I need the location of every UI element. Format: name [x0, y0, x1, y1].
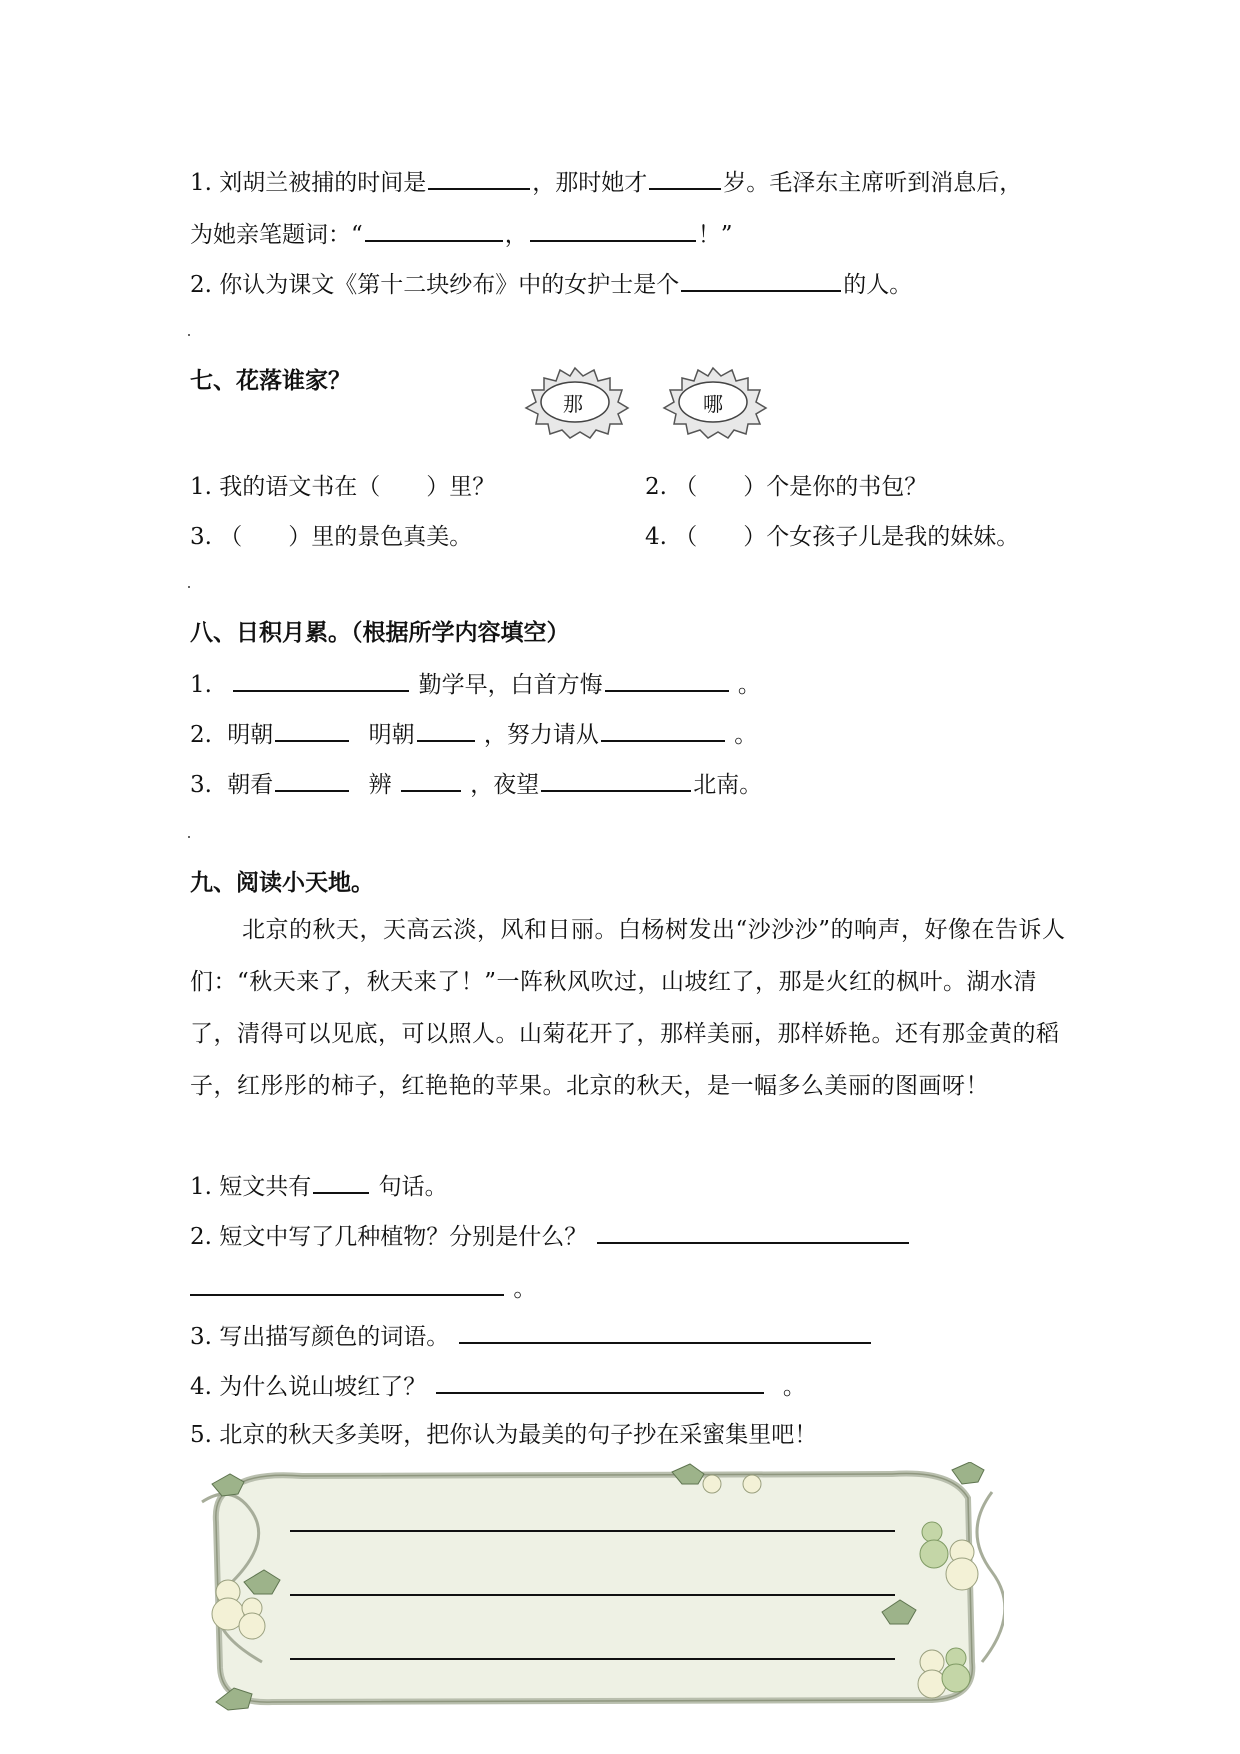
q9-question-4: 4. 为什么说山坡红了？ 。	[190, 1370, 806, 1402]
answer-blank[interactable]	[541, 768, 691, 792]
answer-blank[interactable]	[649, 166, 721, 190]
answer-blank[interactable]	[417, 718, 475, 742]
answer-blank[interactable]	[597, 1220, 909, 1244]
answer-blank[interactable]	[190, 1272, 504, 1296]
answer-blank[interactable]	[605, 668, 729, 692]
q9-question-2-continued: 。	[190, 1272, 536, 1304]
q6-line-1: 1. 刘胡兰被捕的时间是 ，那时她才 岁。毛泽东主席听到消息后，	[190, 166, 1022, 198]
q9-heading: 九、阅读小天地。	[190, 870, 374, 896]
reading-passage: 北京的秋天，天高云淡，风和日丽。白杨树发出“沙沙沙”的响声，好像在告诉人们：“秋天来了，秋天来了！”一阵秋风吹过，山坡红了，那是火红的枫叶。湖水清了，清得可以见底，可以照人。山菊花开了，那样美丽，那样娇艳。还有那金黄的稻子，红彤彤的柿子，红艳艳的苹果。北京的秋天，是一幅多么美丽的图画呀！	[190, 917, 1066, 1099]
flower-label: 那	[563, 392, 583, 416]
q7-heading: 七、花落谁家？	[190, 368, 351, 394]
q7-item-4: 4. （ ）个女孩子儿是我的妹妹。	[645, 524, 1020, 550]
q7-item-2: 2. （ ）个是你的书包？	[645, 474, 928, 500]
answer-blank[interactable]	[428, 166, 530, 190]
answer-blank[interactable]	[601, 718, 725, 742]
answer-blank[interactable]	[681, 268, 841, 292]
answer-blank[interactable]	[436, 1370, 764, 1394]
answer-blank[interactable]	[459, 1320, 871, 1344]
q9-question-5: 5. 北京的秋天多美呀，把你认为最美的句子抄在采蜜集里吧！	[190, 1422, 818, 1448]
q8-heading: 八、日积月累。（根据所学内容填空）	[190, 620, 570, 646]
q7-item-3: 3. （ ）里的景色真美。	[190, 524, 473, 550]
q6-line-3: 2. 你认为课文《第十二块纱布》中的女护士是个 的人。	[190, 268, 912, 300]
answer-blank[interactable]	[401, 768, 461, 792]
q9-question-2: 2. 短文中写了几种植物？分别是什么？	[190, 1220, 911, 1252]
writing-line[interactable]	[290, 1658, 895, 1660]
honey-collection-frame	[192, 1462, 1004, 1712]
flower-label: 哪	[703, 392, 723, 416]
divider-dot	[188, 334, 190, 336]
divider-dot	[188, 586, 190, 588]
q8-line-1: 1. 勤学早，白首方悔 。	[190, 668, 761, 700]
q6-line-2: 为她亲笔题词：“ ， ！”	[190, 218, 733, 250]
q9-question-1: 1. 短文共有 句话。	[190, 1170, 448, 1202]
q8-line-3: 3. 朝看 辨 ，夜望 北南。	[190, 768, 762, 800]
answer-blank[interactable]	[275, 768, 349, 792]
answer-blank[interactable]	[313, 1170, 369, 1194]
answer-blank[interactable]	[233, 668, 409, 692]
answer-blank[interactable]	[365, 218, 503, 242]
writing-line[interactable]	[290, 1530, 895, 1532]
q8-line-2: 2. 明朝 明朝 ，努力请从 。	[190, 718, 757, 750]
divider-dot	[188, 836, 190, 838]
q9-question-3: 3. 写出描写颜色的词语。	[190, 1320, 873, 1352]
writing-line[interactable]	[290, 1594, 895, 1596]
answer-blank[interactable]	[530, 218, 696, 242]
answer-blank[interactable]	[275, 718, 349, 742]
q7-item-1: 1. 我的语文书在（ ）里？	[190, 474, 496, 500]
